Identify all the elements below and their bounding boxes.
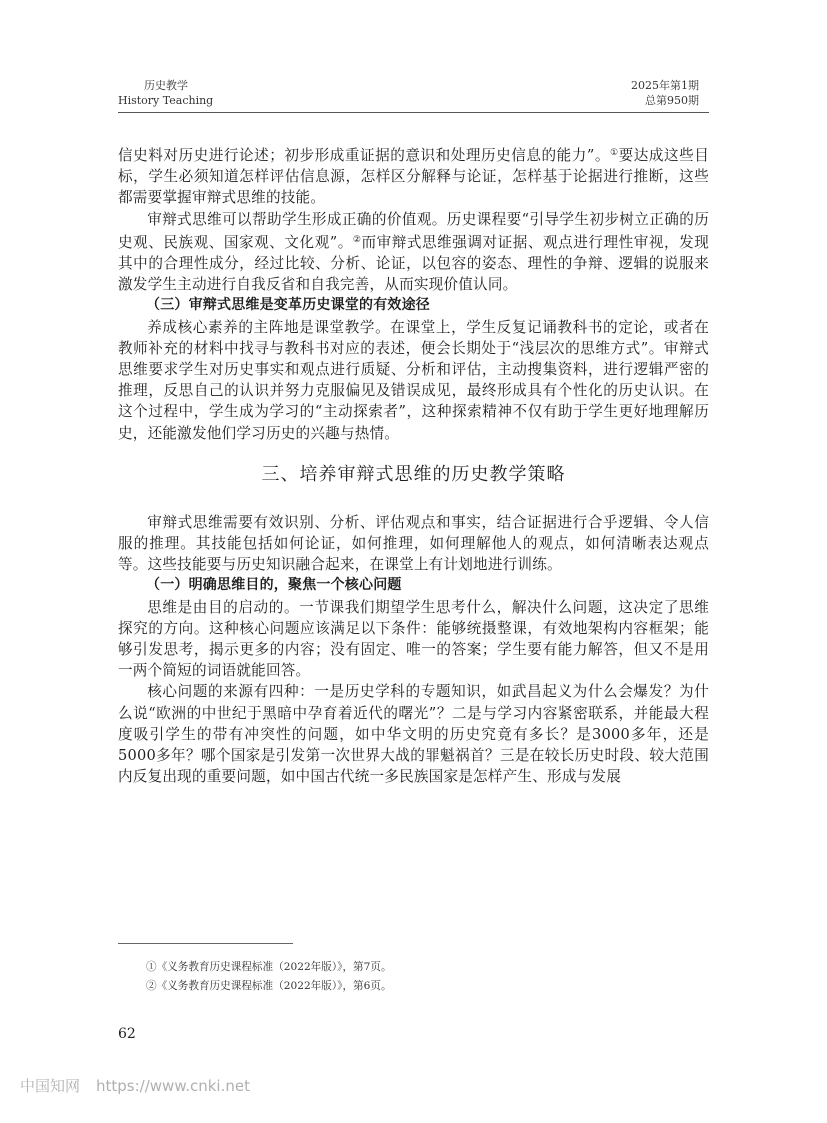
footnote-ref[interactable]: ① xyxy=(609,148,619,158)
paragraph-text: 而审辩式思维强调对证据、观点进行理性审视，发现其中的合理性成分，经过比较、分析、论证，以包容的姿态、理性的争辩、逻辑的说服来激发学生主动进行自我反省和自我完善，从而实现价值认同。 xyxy=(118,233,709,294)
article-body xyxy=(118,143,709,787)
journal-title-cn: 历史教学 xyxy=(144,79,188,92)
paragraph: 养成核心素养的主阵地是课堂教学。在课堂上，学生反复记诵教科书的定论，或者在教师补充的材料中找寻与教科书对应的表述，便会长期处于“浅层次的思维方式”。审辩式思维要求学生对历史事实和观点进行质疑、分析和评估，主动搜集资料，进行逻辑严密的推理，反思自己的认识并努力克服偏见及错误成见，最终形成具有个性化的历史认识。在这个过程中，学生成为学习的“主动探索者”，这种探索精神不仅有助于学生更好地理解历史，还能激发他们学习历史的兴趣与热情。 xyxy=(118,318,709,442)
footnote-ref[interactable]: ② xyxy=(352,234,362,245)
section-title: 三、培养审辩式思维的历史教学策略 xyxy=(261,463,566,485)
subsection-heading: （三）审辩式思维是变革历史课堂的有效途径 xyxy=(146,297,430,314)
footnote-rule xyxy=(118,943,293,944)
subsection-heading: （一）明确思维目的，聚焦一个核心问题 xyxy=(146,577,402,594)
paragraph-text: 要达成这些目标，学生必须知道怎样评估信息源，怎样区分解释与论证，怎样基于论据进行推断，这些都需要掌握审辩式思维的技能。 xyxy=(118,147,709,207)
paragraph: 审辩式思维需要有效识别、分析、评估观点和事实，结合证据进行合乎逻辑、令人信服的推理。其技能包括如何论证，如何推理，如何理解他人的观点，如何清晰表达观点等。这些技能要与历史知识融合起来，在课堂上有计划地进行训练。 xyxy=(118,513,709,574)
paragraph xyxy=(118,209,709,296)
journal-title-en: History Teaching xyxy=(118,94,214,107)
footnotes xyxy=(146,958,392,996)
footnote-2: ②《义务教育历史课程标准（2022年版）》，第6页。 xyxy=(146,980,392,992)
total-issue-label: 总第950期 xyxy=(645,94,699,107)
cnki-watermark xyxy=(20,1075,250,1096)
running-header-left xyxy=(118,78,213,108)
page-number: 62 xyxy=(118,1026,136,1042)
paragraph: 思维是由目的启动的。一节课我们期望学生思考什么，解决什么问题，这决定了思维探究的方向。这种核心问题应该满足以下条件：能够统摄整课，有效地架构内容框架；能够引发思考，揭示更多的内容；没有固定、唯一的答案；学生要有能力解答，但又不是用一两个简短的词语就能回答。 xyxy=(118,598,709,680)
paragraph-text: 信史料对历史进行论述；初步形成重证据的意识和处理历史信息的能力”。 xyxy=(118,147,610,164)
paragraph: 核心问题的来源有四种：一是历史学科的专题知识，如武昌起义为什么会爆发？为什么说“欧洲的中世纪于黑暗中孕育着近代的曙光”？二是与学习内容紧密联系，并能最大程度吸引学生的带有冲突性的问题，如中华文明的历史究竟有多长？是3000多年，还是5000多年？哪个国家是引发第一次世界大战的罪魁祸首？三是在较长历史时段、较大范围内反复出现的重要问题，如中国古代统一多民族国家是怎样产生、形成与发展 xyxy=(118,683,709,786)
paragraph xyxy=(118,143,709,209)
footnote-1: ①《义务教育历史课程标准（2022年版）》，第7页。 xyxy=(146,961,392,973)
cnki-url[interactable]: https://www.cnki.net xyxy=(96,1077,250,1095)
running-header-right xyxy=(631,78,699,108)
header-rule xyxy=(118,112,709,113)
issue-label: 2025年第1期 xyxy=(631,79,699,92)
paragraph-text: 审辩式思维可以帮助学生形成正确的价值观。历史课程要“引导学生初步树立正确的历史观、民族观、国家观、文化观”。 xyxy=(118,210,709,251)
cnki-brand: 中国知网 xyxy=(20,1077,81,1095)
